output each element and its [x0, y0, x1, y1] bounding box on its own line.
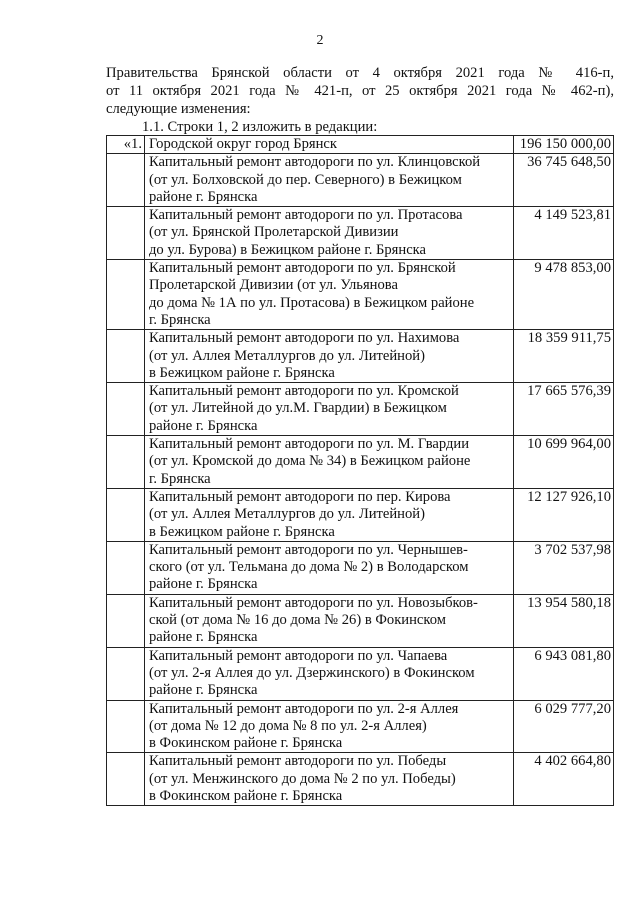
- intro-line: следующие изменения:: [106, 101, 251, 117]
- table-header-row: [107, 136, 614, 154]
- description-line: в Фокинском районе г. Брянска: [149, 735, 343, 752]
- description-line: районе г. Брянска: [149, 417, 258, 434]
- project-description: [145, 436, 514, 489]
- description-line: Капитальный ремонт автодороги по ул. Кромской: [149, 383, 459, 400]
- project-amount: 3 702 537,98: [514, 541, 614, 594]
- description-line: Капитальный ремонт автодороги по ул. Чернышев-: [149, 541, 468, 558]
- description-line: Капитальный ремонт автодороги по пер. Кирова: [149, 488, 451, 505]
- project-description: [145, 260, 514, 330]
- project-amount: 4 402 664,80: [514, 753, 614, 806]
- project-description: [145, 753, 514, 806]
- description-line: в Бежицком районе г. Брянска: [149, 523, 335, 540]
- description-line: Капитальный ремонт автодороги по ул. Протасова: [149, 207, 463, 224]
- description-line: районе г. Брянска: [149, 629, 258, 646]
- table-row: [107, 488, 614, 541]
- project-description: [145, 488, 514, 541]
- project-description: [145, 700, 514, 753]
- row-number-cell: [107, 207, 145, 260]
- amendment-item: 1.1. Строки 1, 2 изложить в редакции:: [142, 119, 378, 135]
- project-description: [145, 383, 514, 436]
- description-line: (от дома № 12 до дома № 8 по ул. 2-я Аллея): [149, 717, 427, 734]
- row-number-cell: [107, 436, 145, 489]
- row-number-cell: [107, 154, 145, 207]
- project-amount: 10 699 964,00: [514, 436, 614, 489]
- table-row: [107, 436, 614, 489]
- description-line: районе г. Брянска: [149, 188, 258, 205]
- description-line: ской (от дома № 16 до дома № 26) в Фокинском: [149, 612, 446, 629]
- description-line: (от ул. Брянской Пролетарской Дивизии: [149, 224, 399, 241]
- row-number-cell: [107, 260, 145, 330]
- description-line: г. Брянска: [149, 470, 211, 487]
- district-name: Городской округ город Брянск: [145, 136, 514, 154]
- project-amount: 18 359 911,75: [514, 330, 614, 383]
- description-line: г. Брянска: [149, 311, 211, 328]
- intro-line: от 11 октября 2021 года № 421-п, от 25 октября 2021 года № 462-п),: [106, 83, 614, 99]
- page-number: 2: [316, 33, 324, 48]
- description-line: (от ул. Аллея Металлургов до ул. Литейной): [149, 506, 425, 523]
- description-line: (от ул. Болховской до пер. Северного) в Бежицком: [149, 171, 462, 188]
- row-number-cell: [107, 541, 145, 594]
- table-row: [107, 207, 614, 260]
- project-description: [145, 154, 514, 207]
- table-row: [107, 594, 614, 647]
- project-amount: 12 127 926,10: [514, 488, 614, 541]
- row-number-cell: [107, 330, 145, 383]
- description-line: до ул. Бурова) в Бежицком районе г. Брянска: [149, 241, 427, 258]
- project-amount: 17 665 576,39: [514, 383, 614, 436]
- project-description: [145, 541, 514, 594]
- description-line: районе г. Брянска: [149, 682, 258, 699]
- description-line: в Бежицком районе г. Брянска: [149, 364, 335, 381]
- project-amount: 9 478 853,00: [514, 260, 614, 330]
- row-number-cell: [107, 647, 145, 700]
- description-line: в Фокинском районе г. Брянска: [149, 787, 343, 804]
- row-number-cell: [107, 488, 145, 541]
- description-line: Капитальный ремонт автодороги по ул. М. Гвардии: [149, 436, 470, 453]
- row-number: «1.: [107, 136, 145, 154]
- row-number-cell: [107, 594, 145, 647]
- intro-paragraph: [106, 64, 614, 118]
- table-row: [107, 383, 614, 436]
- description-line: (от ул. 2-я Аллея до ул. Дзержинского) в Фокинском: [149, 664, 475, 681]
- description-line: (от ул. Литейной до ул.М. Гвардии) в Бежицком: [149, 400, 447, 417]
- project-amount: 4 149 523,81: [514, 207, 614, 260]
- table-row: [107, 700, 614, 753]
- description-line: до дома № 1А по ул. Протасова) в Бежицком районе: [149, 294, 475, 311]
- table-row: [107, 541, 614, 594]
- intro-line: Правительства Брянской области от 4 октября 2021 года № 416-п,: [106, 65, 614, 81]
- project-description: [145, 207, 514, 260]
- description-line: Капитальный ремонт автодороги по ул. 2-я Аллея: [149, 700, 459, 717]
- row-number-cell: [107, 383, 145, 436]
- description-line: Капитальный ремонт автодороги по ул. Клинцовской: [149, 154, 481, 171]
- table-row: [107, 330, 614, 383]
- table-row: [107, 753, 614, 806]
- row-number-cell: [107, 753, 145, 806]
- project-amount: 6 943 081,80: [514, 647, 614, 700]
- description-line: (от ул. Кромской до дома № 34) в Бежицком районе: [149, 453, 471, 470]
- description-line: Пролетарской Дивизии (от ул. Ульянова: [149, 277, 398, 294]
- project-description: [145, 330, 514, 383]
- project-amount: 36 745 648,50: [514, 154, 614, 207]
- description-line: Капитальный ремонт автодороги по ул. Новозыбков-: [149, 594, 478, 611]
- district-total: 196 150 000,00: [514, 136, 614, 154]
- table-row: [107, 260, 614, 330]
- description-line: (от ул. Менжинского до дома № 2 по ул. Победы): [149, 770, 456, 787]
- project-description: [145, 647, 514, 700]
- description-line: Капитальный ремонт автодороги по ул. Чапаева: [149, 647, 448, 664]
- description-line: (от ул. Аллея Металлургов до ул. Литейной): [149, 347, 425, 364]
- project-description: [145, 594, 514, 647]
- description-line: Капитальный ремонт автодороги по ул. Победы: [149, 753, 447, 770]
- project-amount: 6 029 777,20: [514, 700, 614, 753]
- table-row: [107, 647, 614, 700]
- description-line: Капитальный ремонт автодороги по ул. Брянской: [149, 260, 456, 277]
- table-row: [107, 154, 614, 207]
- budget-table: [106, 135, 614, 806]
- description-line: ского (от ул. Тельмана до дома № 2) в Володарском: [149, 559, 469, 576]
- project-amount: 13 954 580,18: [514, 594, 614, 647]
- description-line: районе г. Брянска: [149, 576, 258, 593]
- row-number-cell: [107, 700, 145, 753]
- description-line: Капитальный ремонт автодороги по ул. Нахимова: [149, 330, 460, 347]
